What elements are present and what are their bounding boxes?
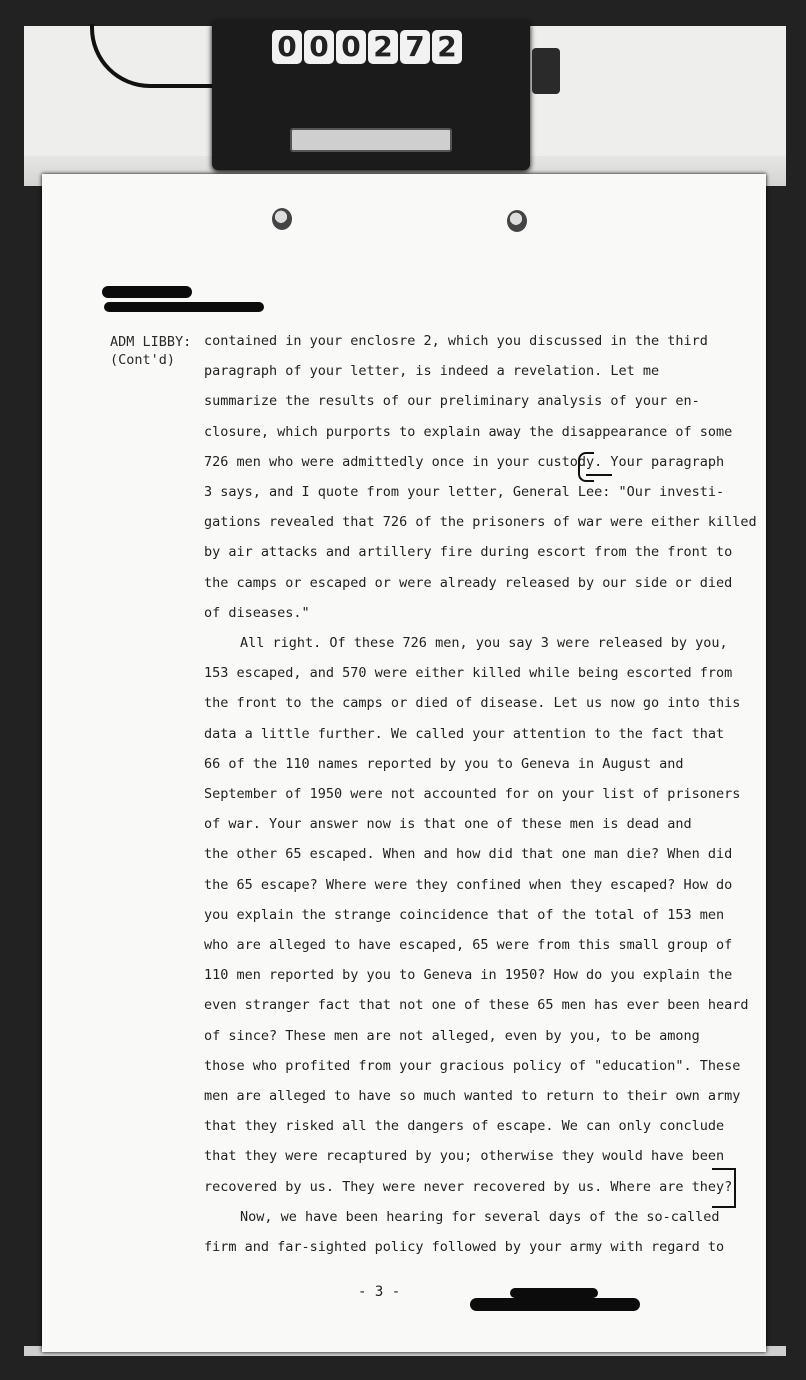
counter-digit: 0	[304, 30, 334, 64]
body-line: 110 men reported by you to Geneva in 1950? How do you explain the	[204, 967, 733, 984]
frame-counter-digits	[272, 30, 466, 64]
body-line: contained in your enclosre 2, which you discussed in the third	[204, 333, 708, 349]
body-line: the 65 escape? Where were they confined when they escaped? How do	[204, 876, 733, 893]
body-line: the camps or escaped or were already released by our side or died	[204, 574, 733, 591]
body-line: the other 65 escaped. When and how did that one man die? When did	[204, 846, 733, 863]
handwritten-bracket-mark	[578, 452, 594, 482]
body-line: of war. Your answer now is that one of these men is dead and	[204, 816, 692, 833]
counter-digit: 7	[400, 30, 430, 64]
body-line: firm and far-sighted policy followed by your army with regard to	[204, 1239, 725, 1255]
body-line: the front to the camps or died of disease. Let us now go into this	[204, 695, 741, 712]
body-line: those who profited from your gracious policy of "education". These	[204, 1057, 741, 1074]
counter-digit: 2	[368, 30, 398, 64]
speaker-label: ADM LIBBY: (Cont'd)	[110, 334, 192, 368]
body-line: September of 1950 were not accounted for on your list of prisoners	[204, 786, 741, 802]
body-line: who are alleged to have escaped, 65 were from this small group of	[204, 937, 733, 953]
handwritten-margin-bracket	[712, 1168, 736, 1208]
counter-digit: 2	[432, 30, 462, 64]
counter-digit: 0	[336, 30, 366, 64]
body-line: men are alleged to have so much wanted to return to their own army	[204, 1088, 741, 1104]
body-line: recovered by us. They were never recovered by us. Where are they?	[204, 1178, 733, 1195]
body-line: that they risked all the dangers of escape. We can only conclude	[204, 1118, 725, 1135]
redaction-mark	[104, 302, 264, 312]
redaction-mark	[510, 1288, 598, 1298]
handwritten-underline-mark	[586, 474, 612, 476]
body-line: 3 says, and I quote from your letter, General Lee: "Our investi-	[204, 484, 725, 500]
body-line: Now, we have been hearing for several days of the so-called	[240, 1208, 720, 1225]
counter-digit: 0	[272, 30, 302, 64]
body-line: data a little further. We called your attention to the fact that	[204, 725, 725, 742]
body-line: 153 escaped, and 570 were either killed while being escorted from	[204, 665, 733, 682]
body-line: of diseases."	[204, 604, 310, 621]
body-line: even stranger fact that not one of these 65 men has ever been heard	[204, 997, 749, 1014]
body-line: 726 men who were admittedly once in your custody. Your paragraph	[204, 453, 725, 470]
page-number: - 3 -	[358, 1284, 401, 1300]
redaction-mark	[102, 286, 192, 298]
redaction-mark	[470, 1298, 640, 1311]
body-line: you explain the strange coincidence that of the total of 153 men	[204, 906, 725, 923]
body-line: closure, which purports to explain away the disappearance of some	[204, 423, 733, 440]
counter-plate	[290, 128, 452, 152]
body-line: that they were recaptured by you; otherwise they would have been	[204, 1148, 725, 1165]
punch-hole	[272, 208, 292, 230]
body-line: of since? These men are not alleged, even by you, to be among	[204, 1027, 700, 1044]
body-line: by air attacks and artillery fire during escort from the front to	[204, 544, 733, 561]
body-line: summarize the results of our preliminary analysis of your en-	[204, 393, 700, 410]
punch-hole	[507, 210, 527, 232]
counter-knob	[532, 48, 560, 94]
body-line: 66 of the 110 names reported by you to Geneva in August and	[204, 755, 684, 772]
body-line: All right. Of these 726 men, you say 3 were released by you,	[240, 635, 728, 651]
body-line: paragraph of your letter, is indeed a revelation. Let me	[204, 363, 660, 380]
body-line: gations revealed that 726 of the prisoners of war were either killed	[204, 514, 757, 531]
